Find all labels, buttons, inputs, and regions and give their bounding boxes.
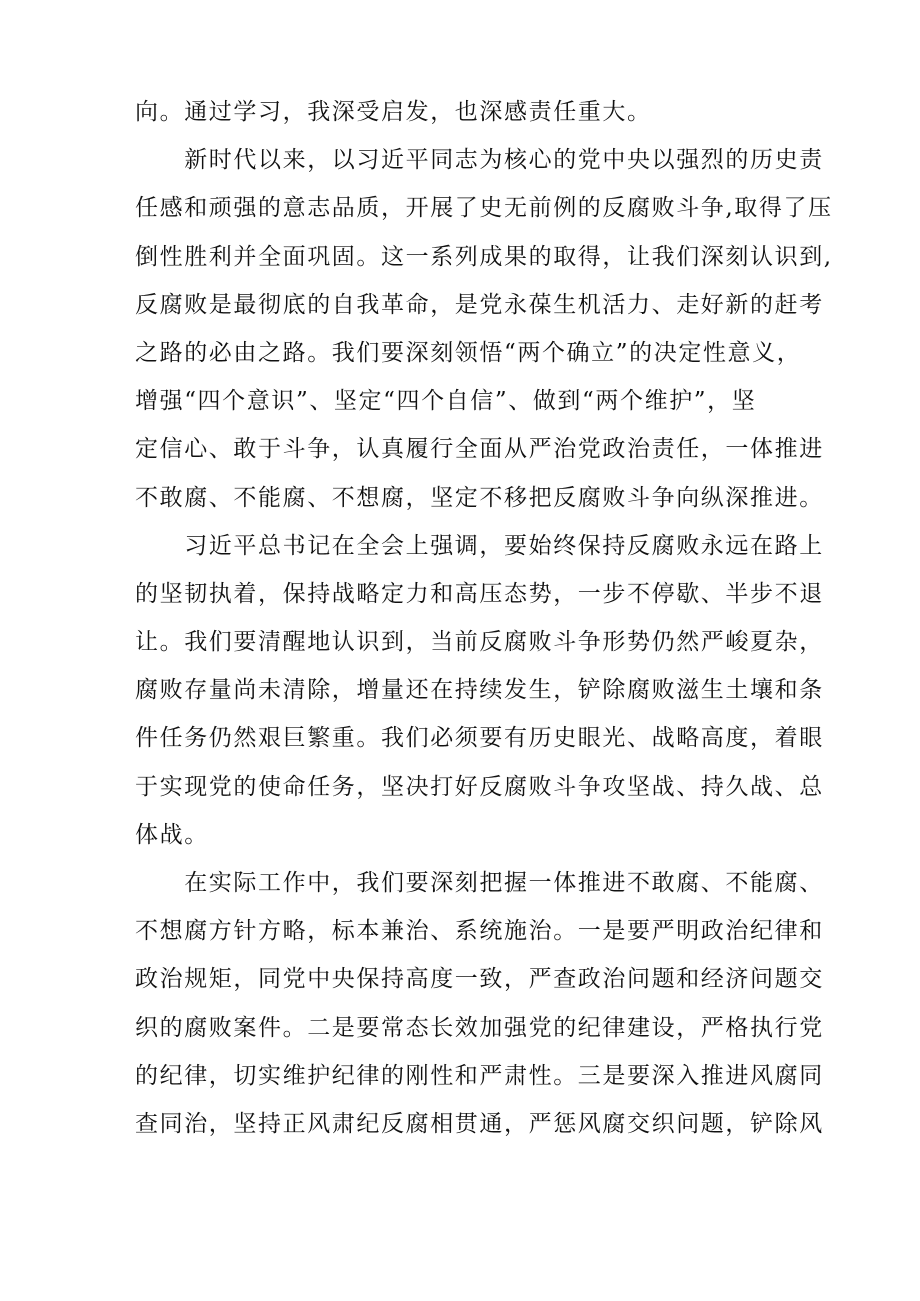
text-line: 增强“四个意识”、坚定“四个自信”、做到“两个维护”，坚	[135, 388, 757, 415]
paragraph	[135, 522, 824, 859]
text-line: 于实现党的使命任务，坚决打好反腐败斗争攻坚战、持久战、总	[135, 773, 824, 800]
text-line: 查同治，坚持正风肃纪反腐相贯通，严惩风腐交织问题，铲除风	[135, 1110, 824, 1137]
text-line: 不敢腐、不能腐、不想腐，坚定不移把反腐败斗争向纵深推进。	[135, 484, 824, 511]
document-body	[135, 88, 833, 1148]
text-line: 在实际工作中，我们要深刻把握一体推进不敢腐、不能腐、	[135, 870, 824, 896]
text-line: 件任务仍然艰巨繁重。我们必须要有历史眼光、战略高度，着眼	[135, 725, 824, 752]
text-line: 任感和顽强的意志品质，开展了史无前例的反腐败斗争,取得了压	[135, 195, 833, 222]
text-line: 的坚韧执着，保持战略定力和高压态势，一步不停歇、半步不退	[135, 580, 824, 607]
text-line: 体战。	[135, 821, 209, 848]
text-line: 政治规矩，同党中央保持高度一致，严查政治问题和经济问题交	[135, 966, 824, 993]
text-line: 反腐败是最彻底的自我革命，是党永葆生机活力、走好新的赶考	[135, 291, 824, 318]
text-line: 定信心、敢于斗争，认真履行全面从严治党政治责任，一体推进	[135, 436, 824, 463]
text-line: 向。通过学习，我深受启发，也深感责任重大。	[135, 99, 652, 125]
text-line: 的纪律，切实维护纪律的刚性和严肃性。三是要深入推进风腐同	[135, 1062, 824, 1089]
paragraph	[135, 859, 824, 1148]
text-line: 让。我们要清醒地认识到，当前反腐败斗争形势仍然严峻夏杂，	[135, 629, 824, 656]
text-line: 之路的必由之路。我们要深刻领悟“两个确立”的决定性意义，	[135, 339, 802, 366]
paragraph	[135, 136, 833, 522]
text-line: 习近平总书记在全会上强调，要始终保持反腐败永远在路上	[135, 532, 824, 559]
paragraph	[135, 88, 785, 136]
text-line: 不想腐方针方略，标本兼治、系统施治。一是要严明政治纪律和	[135, 918, 824, 945]
text-line: 织的腐败案件。二是要常态长效加强党的纪律建设，严格执行党	[135, 1014, 824, 1041]
text-line: 新时代以来，以习近平同志为核心的党中央以强烈的历史责	[135, 147, 824, 174]
text-line: 腐败存量尚未清除，增量还在持续发生，铲除腐败滋生土壤和条	[135, 677, 824, 704]
text-line: 倒性胜利并全面巩固。这一系列成果的取得，让我们深刻认识到,	[135, 243, 833, 270]
